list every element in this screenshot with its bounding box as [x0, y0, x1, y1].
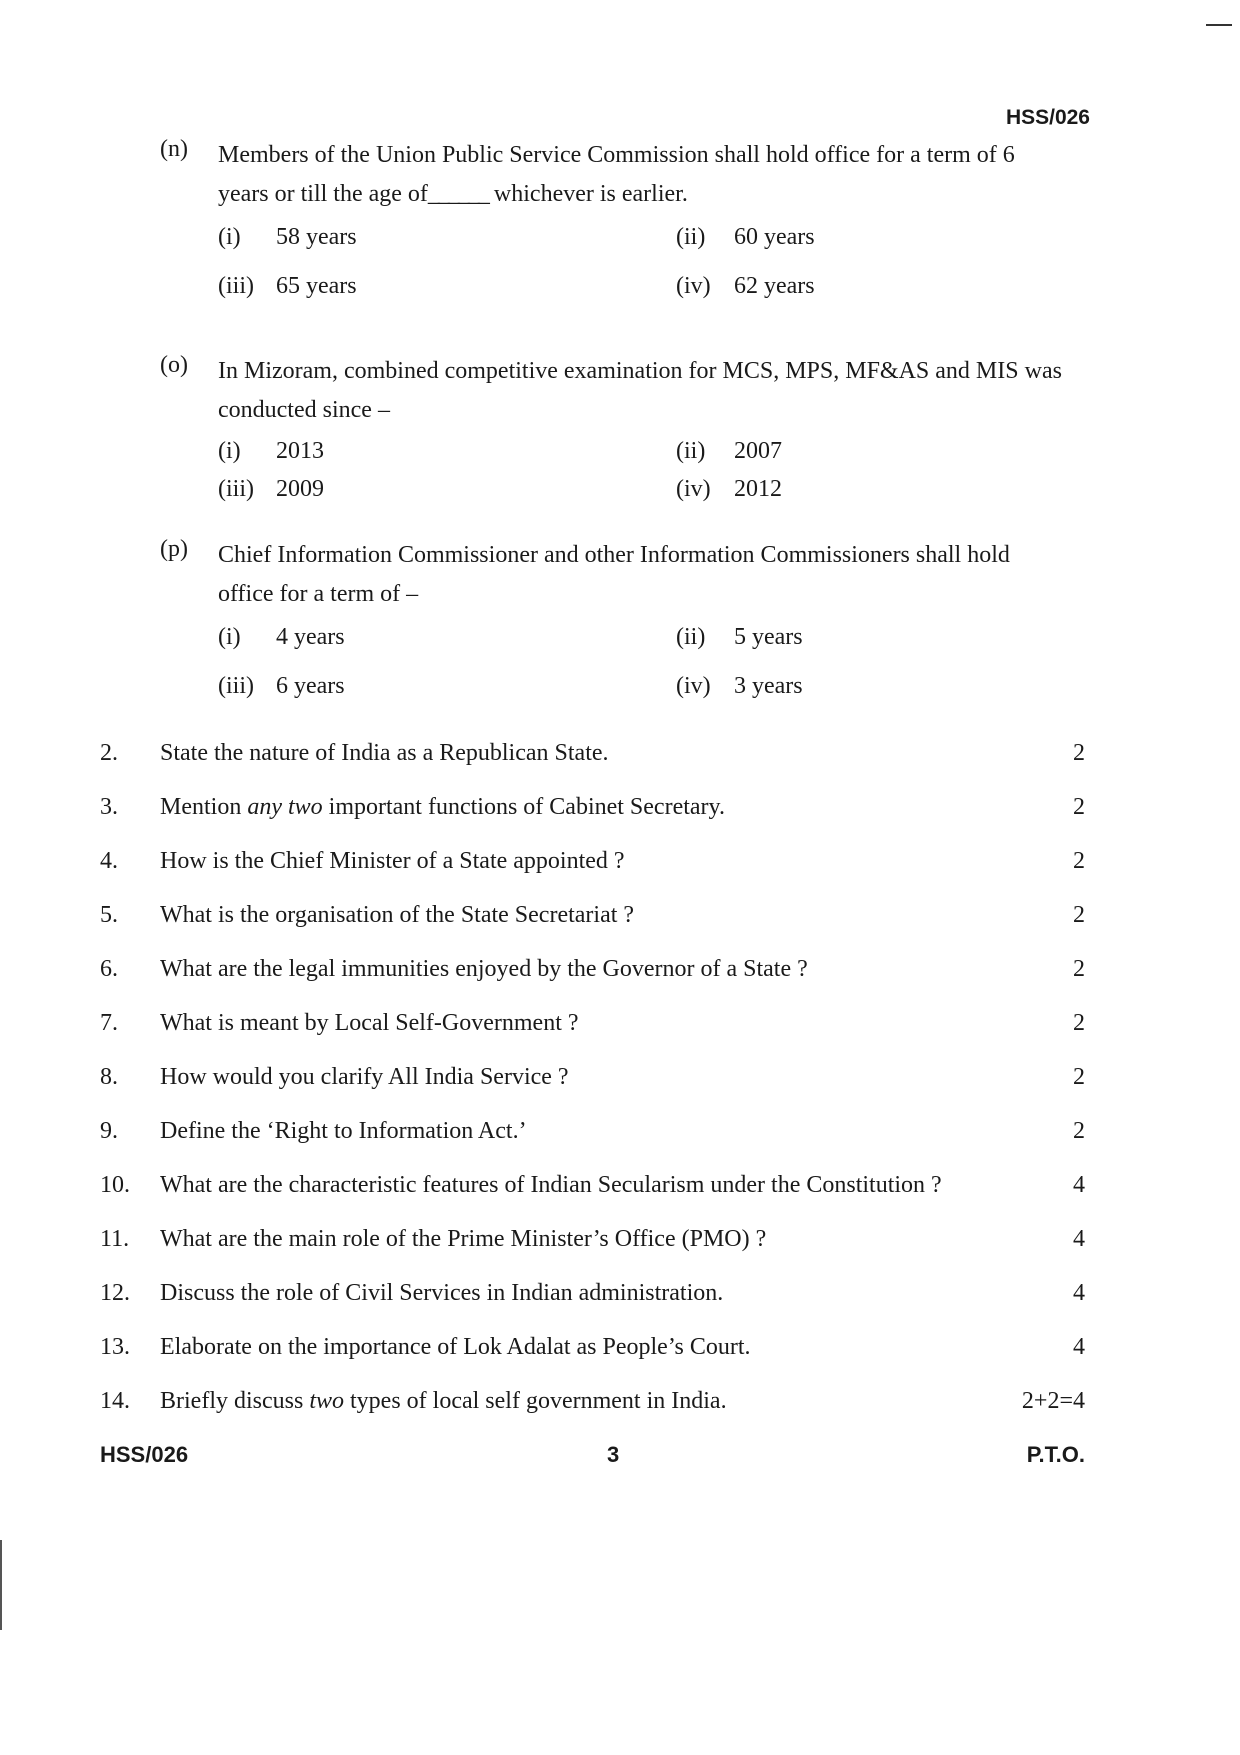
- question-5: [100, 902, 1085, 932]
- question-text: Elaborate on the importance of Lok Adalat as People’s Court.: [160, 1334, 751, 1360]
- option: (iv) 2012: [676, 476, 782, 502]
- option: (iv) 3 years: [676, 673, 803, 699]
- option: (ii) 2007: [676, 438, 782, 464]
- question-number: 10.: [100, 1172, 130, 1198]
- question-marks: 4: [1073, 1334, 1085, 1360]
- question-marks: 2: [1073, 1118, 1085, 1144]
- question-13: [100, 1334, 1085, 1364]
- question-text: What is meant by Local Self-Government ?: [160, 1010, 579, 1036]
- question-marks: 4: [1073, 1280, 1085, 1306]
- pto-label: P.T.O.: [1026, 1442, 1085, 1467]
- question-text: How would you clarify All India Service ?: [160, 1064, 569, 1090]
- question-marks: 2: [1073, 740, 1085, 766]
- question-8: [100, 1064, 1085, 1094]
- mcq-p: [160, 536, 1095, 699]
- page-number: 3: [607, 1442, 620, 1467]
- question-marks: 2: [1073, 1064, 1085, 1090]
- question-9: [100, 1118, 1085, 1148]
- question-number: 8.: [100, 1064, 118, 1090]
- question-text: What are the characteristic features of Indian Secularism under the Constitution ?: [160, 1172, 942, 1198]
- stem-line: In Mizoram, combined competitive examination for MCS, MPS, MF&AS and MIS was: [218, 358, 1062, 384]
- paper-code-header: HSS/026: [1005, 106, 1090, 129]
- mcq-label: (p): [160, 536, 188, 562]
- option: (iii) 6 years: [218, 673, 345, 699]
- question-text: Briefly discuss two types of local self government in India.: [160, 1388, 727, 1414]
- question-14: [100, 1388, 1085, 1418]
- option: (iii) 65 years: [218, 273, 357, 299]
- question-number: 3.: [100, 794, 118, 820]
- scan-mark: [1206, 24, 1232, 26]
- question-text: What are the legal immunities enjoyed by the Governor of a State ?: [160, 956, 808, 982]
- question-number: 14.: [100, 1388, 130, 1414]
- stem-line: years or till the age of______ whichever is earlier.: [218, 181, 688, 207]
- mcq-stem: [218, 536, 1095, 614]
- question-number: 12.: [100, 1280, 130, 1306]
- question-number: 6.: [100, 956, 118, 982]
- mcq-stem: [218, 136, 1095, 214]
- question-10: [100, 1172, 1085, 1202]
- question-text: State the nature of India as a Republican State.: [160, 740, 609, 766]
- scan-edge: [0, 1540, 2, 1630]
- question-text: How is the Chief Minister of a State appointed ?: [160, 848, 625, 874]
- question-text: What is the organisation of the State Secretariat ?: [160, 902, 635, 928]
- question-text: What are the main role of the Prime Minister’s Office (PMO) ?: [160, 1226, 767, 1252]
- question-number: 4.: [100, 848, 118, 874]
- question-2: [100, 740, 1085, 770]
- stem-line: office for a term of –: [218, 581, 419, 607]
- question-11: [100, 1226, 1085, 1256]
- question-marks: 2+2=4: [1021, 1388, 1085, 1414]
- question-number: 9.: [100, 1118, 118, 1144]
- question-number: 2.: [100, 740, 118, 766]
- option: (i) 4 years: [218, 624, 345, 650]
- question-4: [100, 848, 1085, 878]
- option: (iv) 62 years: [676, 273, 815, 299]
- option: (iii) 2009: [218, 476, 324, 502]
- option: (ii) 5 years: [676, 624, 803, 650]
- question-text: Discuss the role of Civil Services in Indian administration.: [160, 1280, 724, 1306]
- question-marks: 2: [1073, 848, 1085, 874]
- question-marks: 2: [1073, 956, 1085, 982]
- question-6: [100, 956, 1085, 986]
- question-marks: 4: [1073, 1226, 1085, 1252]
- mcq-o: [160, 352, 1095, 502]
- question-number: 11.: [100, 1226, 130, 1252]
- answer-blank: ______: [427, 181, 488, 207]
- question-marks: 2: [1073, 902, 1085, 928]
- stem-line: Chief Information Commissioner and other Information Commissioners shall hold: [218, 542, 1010, 568]
- question-marks: 2: [1073, 794, 1085, 820]
- question-number: 7.: [100, 1010, 118, 1036]
- question-number: 13.: [100, 1334, 130, 1360]
- question-text: Define the ‘Right to Information Act.’: [160, 1118, 527, 1144]
- question-7: [100, 1010, 1085, 1040]
- option: (i) 58 years: [218, 224, 357, 250]
- option: (i) 2013: [218, 438, 324, 464]
- stem-line: conducted since –: [218, 397, 390, 423]
- mcq-stem: [218, 352, 1095, 430]
- question-12: [100, 1280, 1085, 1310]
- mcq-label: (o): [160, 352, 188, 378]
- question-number: 5.: [100, 902, 118, 928]
- question-marks: 2: [1073, 1010, 1085, 1036]
- question-marks: 4: [1073, 1172, 1085, 1198]
- stem-line: Members of the Union Public Service Commission shall hold office for a term of 6: [218, 142, 1015, 168]
- paper-code-footer: HSS/026: [100, 1442, 189, 1467]
- question-text: Mention any two important functions of Cabinet Secretary.: [160, 794, 725, 820]
- mcq-n: [160, 136, 1095, 299]
- mcq-label: (n): [160, 136, 188, 162]
- question-3: [100, 794, 1085, 824]
- option: (ii) 60 years: [676, 224, 815, 250]
